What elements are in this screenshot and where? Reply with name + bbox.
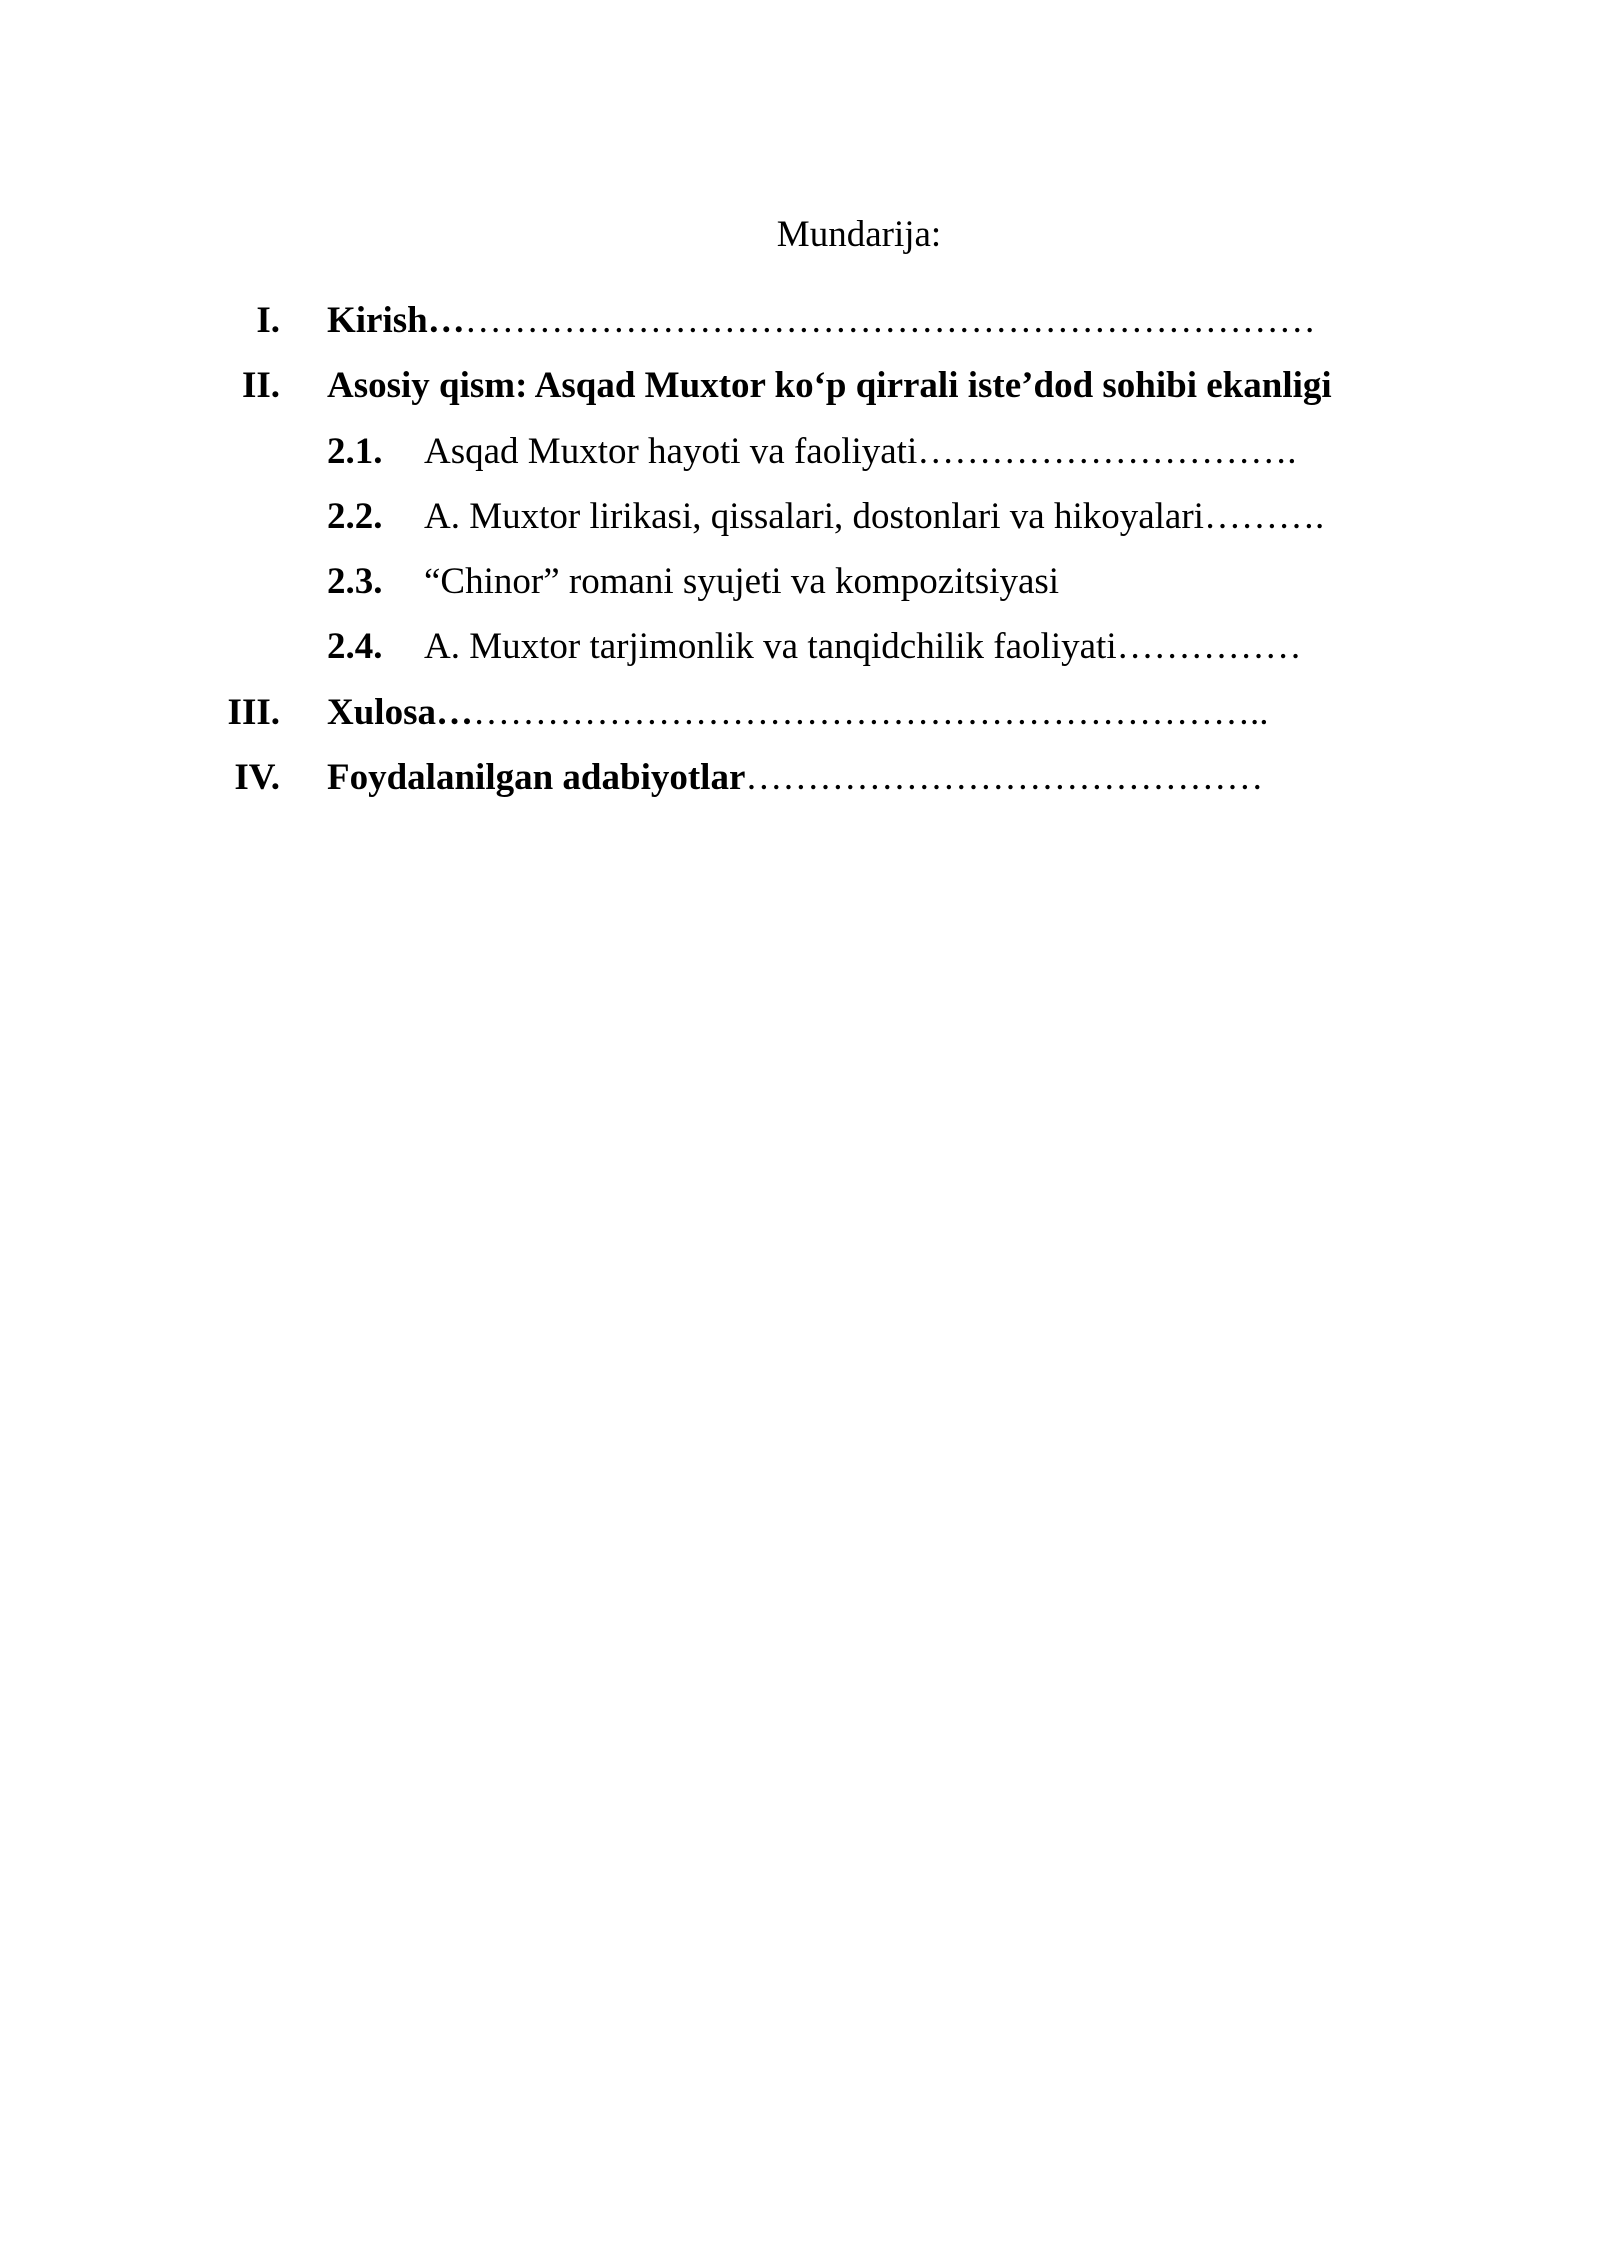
toc-item-title: “Chinor” romani syujeti va kompozitsiyasi: [424, 561, 1060, 603]
toc-item-label: [327, 363, 1332, 409]
toc-subitem-2-2: [0, 494, 1600, 559]
table-of-contents: [0, 298, 1600, 820]
toc-item-number: 2.2.: [327, 495, 383, 537]
toc-item-leader: ……….: [1203, 495, 1325, 537]
toc-item-title: A. Muxtor lirikasi, qissalari, dostonlari va hikoyalari: [424, 495, 1204, 537]
toc-subitem-2-4: [0, 624, 1600, 689]
toc-item-title: Xulosa…: [327, 691, 473, 733]
toc-item-title: Asosiy qism: Asqad Muxtor ko‘p qirrali iste’dod sohibi ekanligi: [327, 365, 1332, 407]
toc-item-conclusion: [0, 690, 1600, 755]
toc-item-references: [0, 755, 1600, 820]
toc-item-label: [424, 559, 1059, 605]
toc-item-leader: ……………………………………………………………: [464, 300, 1316, 341]
toc-item-label: [424, 494, 1324, 540]
toc-item-leader: ……………: [1116, 626, 1302, 668]
toc-item-leader: ………………………….: [917, 430, 1297, 472]
toc-item-leader: ……………………………………: [745, 757, 1264, 799]
toc-item-number: I.: [256, 300, 280, 341]
toc-item-title: Foydalanilgan adabiyotlar: [327, 757, 746, 799]
toc-item-leader: ………………………………………………………..: [472, 691, 1269, 733]
toc-item-title: A. Muxtor tarjimonlik va tanqidchilik faoliyati: [424, 626, 1117, 668]
toc-subitem-2-3: [0, 559, 1600, 624]
toc-item-number: IV.: [234, 757, 280, 799]
toc-item-number: 2.4.: [327, 626, 383, 668]
page-title: Mundarija:: [776, 214, 942, 255]
toc-subitem-2-1: [0, 429, 1600, 494]
toc-item-number: III.: [227, 691, 280, 733]
toc-item-label: [424, 624, 1302, 670]
toc-item-title: Asqad Muxtor hayoti va faoliyati: [424, 430, 918, 472]
toc-item-number: 2.1.: [327, 430, 383, 472]
toc-item-label: [327, 755, 1263, 801]
toc-item-title: Kirish…: [327, 300, 465, 341]
toc-item-number: II.: [241, 365, 280, 407]
toc-item-number: 2.3.: [327, 561, 383, 603]
toc-item-label: [327, 298, 1316, 344]
toc-item-label: [424, 429, 1296, 475]
toc-item-main-part: [0, 363, 1600, 428]
toc-item-introduction: [0, 298, 1600, 363]
toc-item-label: [327, 690, 1268, 736]
